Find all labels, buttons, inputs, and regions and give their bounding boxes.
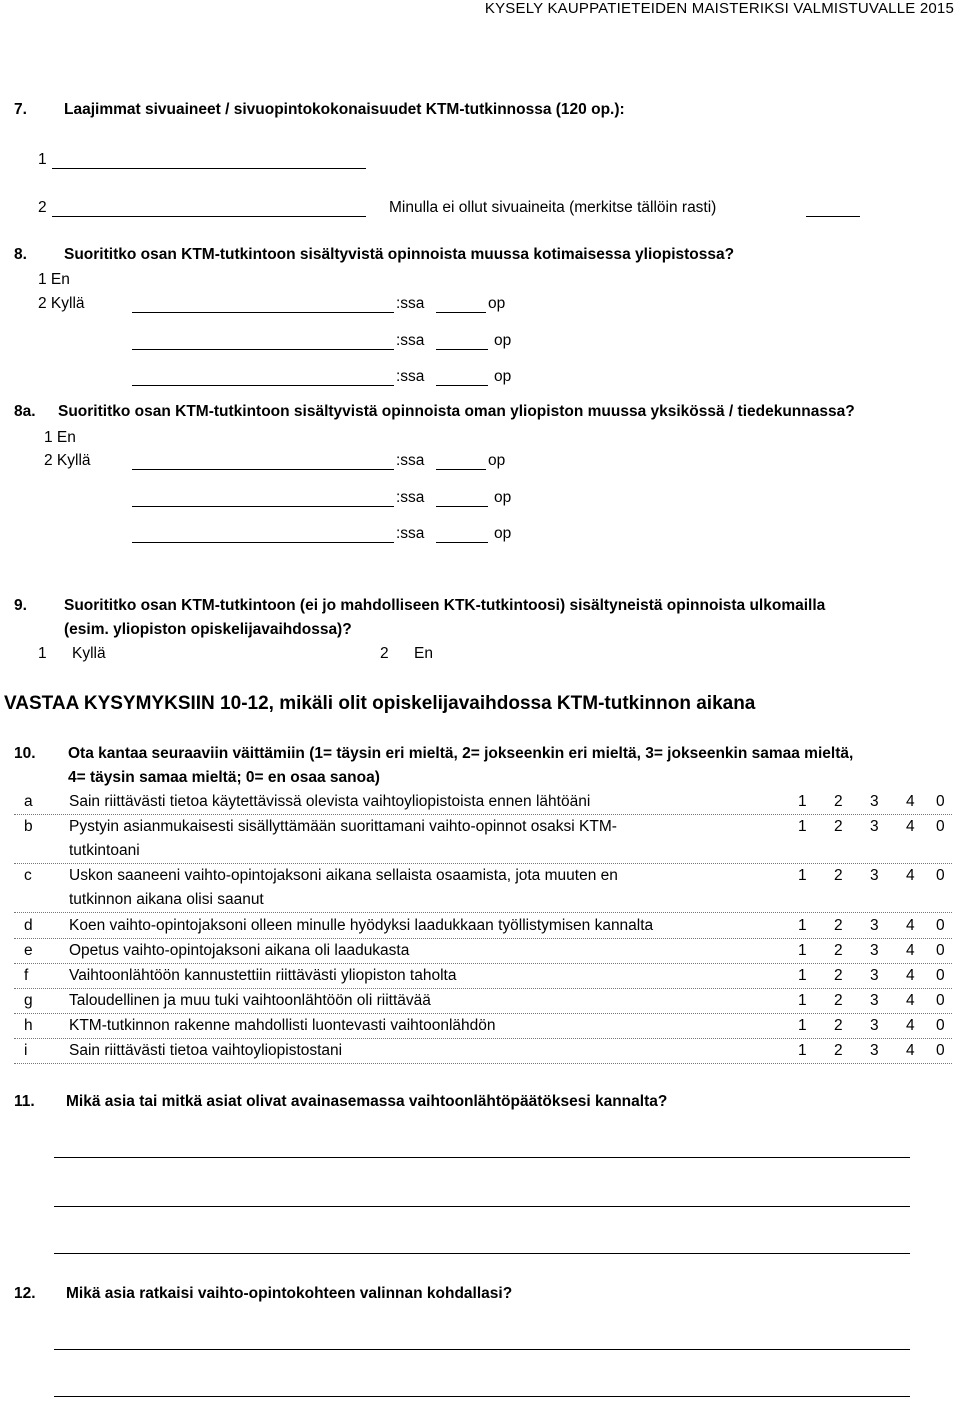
q10-row-letter: d bbox=[24, 917, 33, 934]
q10-scale-option[interactable]: 2 bbox=[834, 1017, 843, 1034]
q10-scale-option[interactable]: 1 bbox=[798, 867, 807, 884]
q8-university-field-1[interactable] bbox=[132, 312, 394, 313]
q11-number: 11. bbox=[14, 1093, 35, 1110]
q8a-unit-field-2[interactable] bbox=[132, 506, 394, 507]
q10-text-line2: 4= täysin samaa mieltä; 0= en osaa sanoa) bbox=[68, 769, 380, 786]
q10-text-line1: Ota kantaa seuraaviin väittämiin (1= täysin eri mieltä, 2= jokseenkin eri mieltä, 3= jokseenkin samaa mieltä, bbox=[68, 745, 854, 762]
q10-row-statement: tutkinnon aikana olisi saanut bbox=[69, 891, 264, 908]
q10-scale-option[interactable]: 3 bbox=[870, 793, 879, 810]
q7-no-minor-label: Minulla ei ollut sivuaineita (merkitse tällöin rasti) bbox=[389, 199, 717, 216]
q8-number: 8. bbox=[14, 246, 27, 263]
q11-answer-line-2[interactable] bbox=[54, 1206, 910, 1207]
q10-row-statement: Sain riittävästi tietoa vaihtoyliopistostani bbox=[69, 1042, 343, 1059]
q12-answer-line-2[interactable] bbox=[54, 1396, 910, 1397]
q9-option-1-number[interactable]: 1 bbox=[38, 645, 47, 662]
q10-scale-option[interactable]: 2 bbox=[834, 867, 843, 884]
q10-row-divider bbox=[14, 1013, 952, 1014]
q12-number: 12. bbox=[14, 1285, 36, 1302]
q10-scale-option[interactable]: 0 bbox=[936, 942, 945, 959]
q10-scale-option[interactable]: 0 bbox=[936, 818, 945, 835]
q8-credits-field-3[interactable] bbox=[436, 385, 488, 386]
q10-row-letter: g bbox=[24, 992, 33, 1009]
q10-row-statement: Sain riittävästi tietoa käytettävissä olevista vaihtoyliopistoista ennen lähtöäni bbox=[69, 793, 591, 810]
q8a-option-en[interactable]: 1 En bbox=[44, 429, 76, 446]
q10-scale-option[interactable]: 1 bbox=[798, 967, 807, 984]
q10-scale-option[interactable]: 0 bbox=[936, 793, 945, 810]
q7-option-1-label: 1 bbox=[38, 151, 47, 168]
q10-scale-option[interactable]: 2 bbox=[834, 818, 843, 835]
q10-scale-option[interactable]: 4 bbox=[906, 1017, 915, 1034]
q8-university-field-2[interactable] bbox=[132, 349, 394, 350]
q10-scale-option[interactable]: 2 bbox=[834, 942, 843, 959]
q8a-ssa-1: :ssa bbox=[396, 452, 425, 469]
q10-row-divider bbox=[14, 814, 952, 815]
q8-op-1: op bbox=[488, 295, 506, 312]
q7-option-1-field[interactable] bbox=[52, 168, 366, 169]
q8-option-en[interactable]: 1 En bbox=[38, 271, 70, 288]
q10-row-statement: Koen vaihto-opintojaksoni olleen minulle hyödyksi laadukkaan työllistymisen kannalta bbox=[69, 917, 654, 934]
q8a-credits-field-3[interactable] bbox=[436, 542, 488, 543]
q10-scale-option[interactable]: 1 bbox=[798, 1042, 807, 1059]
q8-text: Suorititko osan KTM-tutkintoon sisältyvistä opinnoista muussa kotimaisessa yliopistossa? bbox=[64, 246, 735, 263]
q8a-unit-field-3[interactable] bbox=[132, 542, 394, 543]
document-header: KYSELY KAUPPATIETEIDEN MAISTERIKSI VALMISTUVALLE 2015 bbox=[484, 0, 954, 17]
q12-answer-line-1[interactable] bbox=[54, 1349, 910, 1350]
q7-no-minor-checkbox[interactable] bbox=[806, 216, 860, 217]
q10-scale-option[interactable]: 2 bbox=[834, 917, 843, 934]
q10-scale-option[interactable]: 3 bbox=[870, 818, 879, 835]
q9-option-1-label[interactable]: Kyllä bbox=[72, 645, 106, 662]
q8a-credits-field-1[interactable] bbox=[436, 469, 486, 470]
q8a-number: 8a. bbox=[14, 403, 36, 420]
q10-row-statement: Vaihtoonlähtöön kannustettiin riittävästi yliopiston taholta bbox=[69, 967, 457, 984]
q8a-option-kylla[interactable]: 2 Kyllä bbox=[44, 452, 91, 469]
q10-scale-option[interactable]: 0 bbox=[936, 867, 945, 884]
q10-scale-option[interactable]: 4 bbox=[906, 942, 915, 959]
q10-scale-option[interactable]: 4 bbox=[906, 992, 915, 1009]
q10-row-statement: Pystyin asianmukaisesti sisällyttämään suorittamani vaihto-opinnot osaksi KTM- bbox=[69, 818, 617, 835]
q8-credits-field-1[interactable] bbox=[436, 312, 486, 313]
q10-scale-option[interactable]: 4 bbox=[906, 818, 915, 835]
q10-scale-option[interactable]: 2 bbox=[834, 992, 843, 1009]
q8a-ssa-2: :ssa bbox=[396, 489, 425, 506]
q10-row-letter: e bbox=[24, 942, 33, 959]
q10-scale-option[interactable]: 4 bbox=[906, 793, 915, 810]
q8a-text: Suorititko osan KTM-tutkintoon sisältyvistä opinnoista oman yliopiston muussa yksikössä / tiedekunnassa? bbox=[58, 403, 855, 420]
q10-row-statement: Opetus vaihto-opintojaksoni aikana oli laadukasta bbox=[69, 942, 410, 959]
q10-number: 10. bbox=[14, 745, 36, 762]
q10-row-divider bbox=[14, 938, 952, 939]
q10-scale-option[interactable]: 3 bbox=[870, 942, 879, 959]
q10-row-divider bbox=[14, 988, 952, 989]
q10-row-letter: b bbox=[24, 818, 33, 835]
q10-scale-option[interactable]: 3 bbox=[870, 1017, 879, 1034]
q8-ssa-2: :ssa bbox=[396, 332, 425, 349]
q7-text: Laajimmat sivuaineet / sivuopintokokonaisuudet KTM-tutkinnossa (120 op.): bbox=[64, 101, 625, 118]
q8a-op-1: op bbox=[488, 452, 506, 469]
q8-op-3: op bbox=[494, 368, 512, 385]
q10-scale-option[interactable]: 1 bbox=[798, 992, 807, 1009]
q7-number: 7. bbox=[14, 101, 27, 118]
q7-option-2-label: 2 bbox=[38, 199, 47, 216]
q9-text-line2: (esim. yliopiston opiskelijavaihdossa)? bbox=[64, 621, 352, 638]
section-heading: VASTAA KYSYMYKSIIN 10-12, mikäli olit opiskelijavaihdossa KTM-tutkinnon aikana bbox=[4, 693, 756, 714]
q8-ssa-3: :ssa bbox=[396, 368, 425, 385]
q8-op-2: op bbox=[494, 332, 512, 349]
q8-university-field-3[interactable] bbox=[132, 385, 394, 386]
q12-text: Mikä asia ratkaisi vaihto-opintokohteen valinnan kohdallasi? bbox=[66, 1285, 513, 1302]
q10-scale-option[interactable]: 3 bbox=[870, 917, 879, 934]
q10-scale-option[interactable]: 1 bbox=[798, 942, 807, 959]
q10-scale-option[interactable]: 0 bbox=[936, 1017, 945, 1034]
q10-row-divider bbox=[14, 1038, 952, 1039]
q10-scale-option[interactable]: 4 bbox=[906, 1042, 915, 1059]
q10-scale-option[interactable]: 1 bbox=[798, 818, 807, 835]
q10-scale-option[interactable]: 1 bbox=[798, 1017, 807, 1034]
q10-scale-option[interactable]: 2 bbox=[834, 967, 843, 984]
q10-scale-option[interactable]: 0 bbox=[936, 1042, 945, 1059]
q10-row-statement: tutkintoani bbox=[69, 842, 140, 859]
q8a-unit-field-1[interactable] bbox=[132, 469, 394, 470]
q10-scale-option[interactable]: 3 bbox=[870, 1042, 879, 1059]
q9-text-line1: Suorititko osan KTM-tutkintoon (ei jo mahdolliseen KTK-tutkintoosi) sisältyneistä opinnoista ulkomailla bbox=[64, 597, 826, 614]
q10-row-divider bbox=[14, 1063, 952, 1064]
q11-answer-line-3[interactable] bbox=[54, 1253, 910, 1254]
q8a-op-2: op bbox=[494, 489, 512, 506]
q8a-op-3: op bbox=[494, 525, 512, 542]
q10-row-statement: KTM-tutkinnon rakenne mahdollisti luontevasti vaihtoonlähdön bbox=[69, 1017, 496, 1034]
q10-row-divider bbox=[14, 963, 952, 964]
q9-number: 9. bbox=[14, 597, 27, 614]
q10-scale-option[interactable]: 1 bbox=[798, 917, 807, 934]
q7-option-2-field[interactable] bbox=[52, 216, 366, 217]
q8a-ssa-3: :ssa bbox=[396, 525, 425, 542]
q9-option-2-number[interactable]: 2 bbox=[380, 645, 389, 662]
q8-ssa-1: :ssa bbox=[396, 295, 425, 312]
q10-scale-option[interactable]: 3 bbox=[870, 867, 879, 884]
q8-option-kylla[interactable]: 2 Kyllä bbox=[38, 295, 85, 312]
q10-row-letter: a bbox=[24, 793, 33, 810]
q10-scale-option[interactable]: 4 bbox=[906, 917, 915, 934]
q10-row-letter: h bbox=[24, 1017, 33, 1034]
q10-scale-option[interactable]: 1 bbox=[798, 793, 807, 810]
q11-answer-line-1[interactable] bbox=[54, 1157, 910, 1158]
q8a-credits-field-2[interactable] bbox=[436, 506, 488, 507]
q10-row-divider bbox=[14, 863, 952, 864]
q10-row-divider bbox=[14, 912, 952, 913]
q10-row-statement: Taloudellinen ja muu tuki vaihtoonlähtöön oli riittävää bbox=[69, 992, 431, 1009]
q10-scale-option[interactable]: 3 bbox=[870, 992, 879, 1009]
q10-row-letter: i bbox=[24, 1042, 28, 1059]
q10-scale-option[interactable]: 0 bbox=[936, 917, 945, 934]
q10-scale-option[interactable]: 0 bbox=[936, 992, 945, 1009]
q10-scale-option[interactable]: 3 bbox=[870, 967, 879, 984]
q10-row-letter: f bbox=[24, 967, 29, 984]
q10-row-statement: Uskon saaneeni vaihto-opintojaksoni aikana sellaista osaamista, jota muuten en bbox=[69, 867, 618, 884]
q10-scale-option[interactable]: 2 bbox=[834, 793, 843, 810]
q10-row-letter: c bbox=[24, 867, 32, 884]
q10-scale-option[interactable]: 0 bbox=[936, 967, 945, 984]
q9-option-2-label[interactable]: En bbox=[414, 645, 433, 662]
q11-text: Mikä asia tai mitkä asiat olivat avainasemassa vaihtoonlähtöpäätöksesi kannalta? bbox=[66, 1093, 668, 1110]
q10-scale-option[interactable]: 4 bbox=[906, 967, 915, 984]
q8-credits-field-2[interactable] bbox=[436, 349, 488, 350]
q10-scale-option[interactable]: 2 bbox=[834, 1042, 843, 1059]
q10-scale-option[interactable]: 4 bbox=[906, 867, 915, 884]
